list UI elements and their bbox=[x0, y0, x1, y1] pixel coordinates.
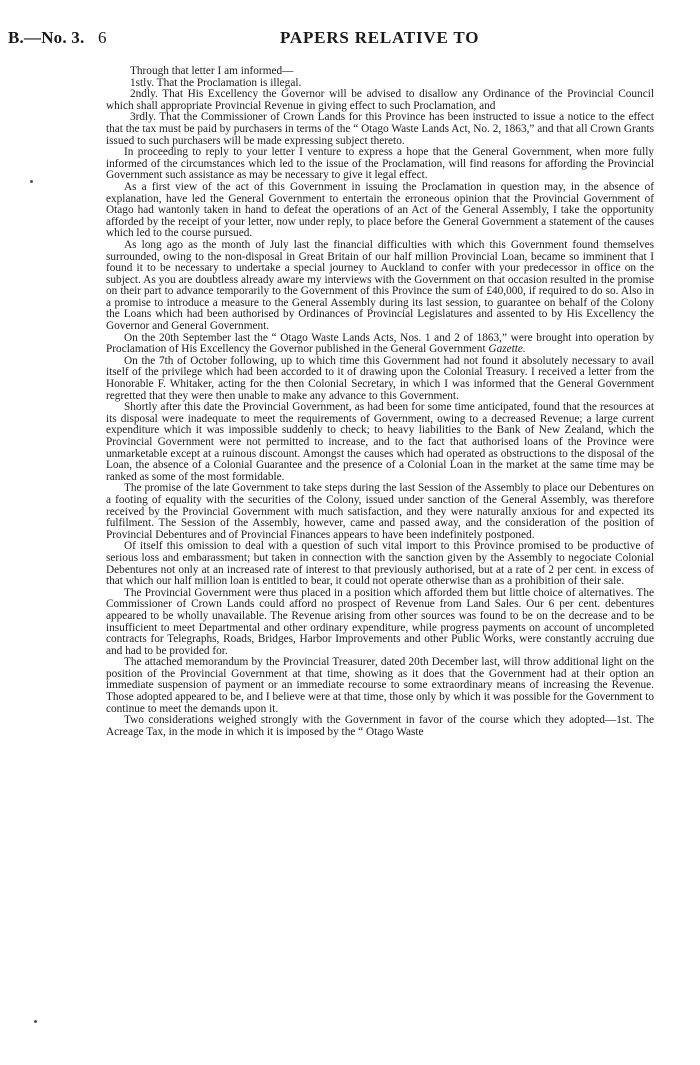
paragraph: On the 7th of October following, up to which time this Government had not found it absolutely necessary to avail itself of the privilege which had been accorded to it of drawing upon the Colonial Treasury. I received a letter from the Honorable F. Whitaker, acting for the then Colonial Secretary, in which I was informed that the General Government regretted that they were then unable to make any advance to this Government. bbox=[106, 354, 654, 402]
document-reference: B.—No. 3. bbox=[8, 28, 85, 47]
paragraph-point-3: 3rdly. That the Commissioner of Crown Lands for this Province has been instructed to issue a notice to the effect that the tax must be paid by purchasers in terms of the “ Otago Waste Lands Act, No. 2, 1863,” and that all Crown Grants issued to such purchasers will be made expressing subject thereto. bbox=[106, 111, 654, 147]
paragraph-point-1: 1stly. That the Proclamation is illegal. bbox=[130, 76, 302, 89]
running-title: PAPERS RELATIVE TO bbox=[280, 28, 480, 47]
paragraph: The promise of the late Government to take steps during the last Session of the Assembly to place our Debentures on a footing of equality with the securities of the Colony, issued under sanction of the General Assembly, was therefore received by the Provincial Government with much satisfaction, and they were naturally anxious for and expected its fulfilment. The Session of the Assembly, however, came and passed away, and the consideration of the position of Provincial Debentures and of Provincial Finances appears to have been indefinitely postponed. bbox=[106, 482, 654, 541]
paragraph: As a first view of the act of this Government in issuing the Proclamation in question may, in the absence of explanation, have led the General Government to entertain the erroneous opinion that the Provincial Government of Otago had wantonly taken in hand to defeat the operations of an Act of the General Assembly, I take the opportunity afforded by the receipt of your letter, now under reply, to place before the General Government a statement of the causes which led to the course pursued. bbox=[106, 180, 654, 240]
paragraph: As long ago as the month of July last the financial difficulties with which this Government found themselves surrounded, owing to the non-disposal in Great Britain of our half million Provincial Loan, became so imminent that I found it to be necessary to undertake a special journey to Auckland to confer with your predecessor in office on the subject. As you are doubtless already aware my interviews with the Government on that occasion resulted in the promise on their part to advance temporarily to the Government of this Province the sum of £40,000, if required to do so. Also in a promise to introduce a measure to the General Assembly during its last session, to guarantee on behalf of the Colony the Loans which had been authorised by Ordinances of Provincial Legislatures and assented to by His Excellency the Governor and General Government. bbox=[106, 238, 654, 333]
paragraph: In proceeding to reply to your letter I venture to express a hope that the General Government, when more fully informed of the circumstances which led to the issue of the Proclamation, will find reasons for affording the Provincial Government such assistance as may be necessary to give it legal effect. bbox=[106, 146, 654, 182]
paragraph: Shortly after this date the Provincial Government, as had been for some time anticipated, found that the resources at its disposal were inadequate to meet the requirements of Government, owing to a decreased Revenue; a large current expenditure which it was impossible suddenly to check; to heavy liabilities to the Bank of New Zealand, which the Provincial Government were not permitted to increase, and to the fact that authorised loans of the Province were unmarketable except at a ruinous discount. Amongst the causes which had operated as obstructions to the disposal of the Loan, the absence of a Colonial Guarantee and the presence of a Colonial Loan in the market at the same time may be ranked as some of the most formidable. bbox=[106, 401, 654, 483]
paragraph: The Provincial Government were thus placed in a position which afforded them but little choice of alternatives. The Commissioner of Crown Lands could afford no prospect of Revenue from Land Sales. Our 6 per cent. debentures appeared to be wholly unavailable. The Revenue arising from other sources was found to be on the decrease and to be insufficient to meet Departmental and other ordinary expenditure, while progress payments on account of uncompleted contracts for Telegraphs, Roads, Bridges, Harbor Improvements and other Public Works, were constantly accruing due and had to be provided for. bbox=[106, 586, 654, 657]
paragraph bbox=[106, 333, 654, 356]
paragraph: Of itself this omission to deal with a question of such vital import to this Province promised to be productive of serious loss and embarassment; but taken in connection with the sanction given by the Assembly to negociate Colonial Debentures not only at an increased rate of interest to that previously authorised, but at a rate of 2 per cent. in excess of that which our half million loan is entitled to bear, it could not operate otherwise than as a prohibition of their sale. bbox=[106, 540, 654, 588]
gazette-italic: Gazette. bbox=[488, 343, 526, 356]
page-number: 6 bbox=[98, 28, 107, 47]
paragraph: Two considerations weighed strongly with the Government in favor of the course which they adopted—1st. The Acreage Tax, in the mode in which it is imposed by the “ Otago Waste bbox=[106, 714, 654, 738]
paragraph-intro: Through that letter I am informed— bbox=[130, 65, 294, 77]
page-header bbox=[0, 28, 700, 50]
margin-speck bbox=[30, 180, 33, 183]
margin-speck bbox=[34, 1020, 37, 1023]
paragraph-text: On the 20th September last the “ Otago Waste Lands Acts, Nos. 1 and 2 of 1863,” were brought into operation by Proclamation of His Excellency the Governor published in the General Government bbox=[106, 331, 654, 356]
paragraph: The attached memorandum by the Provincial Treasurer, dated 20th December last, will throw additional light on the position of the Provincial Government at that time, showing as it does that the Government had at their option an immediate suspension of payment or an immediate recourse to some extraordinary means of increasing the Revenue. Those adopted appeared to be, and I believe were at that time, those only by which it was possible for the Government to continue to meet the demands upon it. bbox=[106, 656, 654, 715]
letter-body bbox=[106, 66, 654, 738]
paragraph-point-2: 2ndly. That His Excellency the Governor will be advised to disallow any Ordinance of the Provincial Council which shall appropriate Provincial Revenue in giving effect to such Proclamation, and bbox=[106, 88, 654, 112]
